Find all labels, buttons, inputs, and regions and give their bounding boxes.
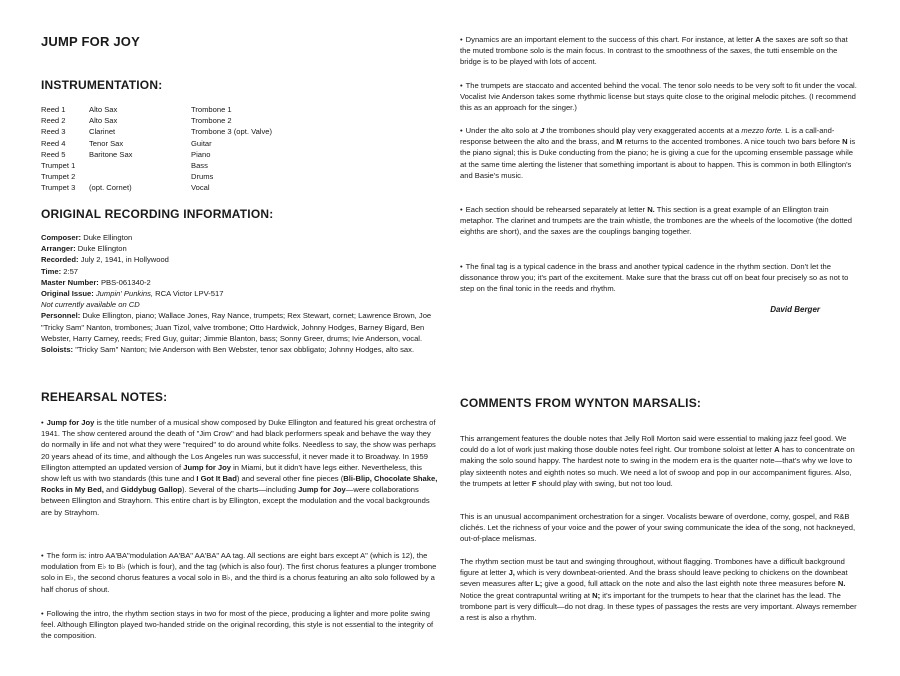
recording-info [41,232,441,355]
instrument-row [41,160,441,171]
instrument-row [41,171,441,182]
instrument-row [41,115,441,126]
paragraph-emphasis: L; [535,579,543,589]
note-text: returns to the accented trombones. A nice touch two bars before [624,137,840,147]
composer-value: Duke Ellington [83,233,133,242]
note-text: L is a call-and-response between the alto and the brass, and [460,126,835,147]
note-emphasis: N. [647,205,655,214]
note-text: —were collaborations between Ellington and Strayhorn. This entire chart is by Ellington, except the modulation and the vocal backgrounds are by Strayhorn. [41,485,430,517]
instrument-name: Trombone 2 [191,116,232,126]
instrument-part: Trumpet 3 [41,183,76,193]
instrument-part: Reed 3 [41,127,66,137]
instrument-name: Trombone 3 (opt. Valve) [191,127,273,137]
instrument-part: Trumpet 2 [41,172,76,182]
recorded-line [41,254,441,265]
rehearsal-note-6 [460,125,860,181]
instrument-name [89,171,191,182]
soloists-value: "Tricky Sam" Nanton; Ivie Anderson with Ben Webster, tenor sax obbligato; Johnny Hodges, alto sax. [75,345,415,355]
paragraph-text: which is very downbeat-oriented. And the brass should leave pecking to chickens on the downbeat seven measures after [460,568,848,589]
instrument-name: Trombone 1 [191,105,232,114]
paragraph-text: Notice the great contrapuntal writing at [460,590,591,600]
instrument-name: Alto Sax [89,116,118,126]
rehearsal-note-7 [460,204,860,238]
note-text: ) and several other fine pieces ( [236,474,344,484]
paragraph-emphasis: J, [508,568,515,578]
note-text: The form is: intro AA'BA"modulation AA'BA" AA'BA" AA tag. All sections are eight bars except A" (which is 12), the modulation from E♭ to B♭ (which is four), and the tag (which is also four). The first chorus features a plunger trombone solo in E♭, the second chorus features a vocal solo in B♭, and the third is a chorus featuring an alto solo followed by a half chorus of shout. [41,551,437,594]
instrumentation-table [41,104,441,194]
wynton-paragraph-2 [460,511,860,545]
page-title: JUMP FOR JOY [41,34,140,49]
instrument-name: Drums [191,172,214,182]
note-emphasis: Bli-Blip, Chocolate Shake, Rocks in My Bed, [41,474,438,495]
instrument-name: Bass [191,160,208,170]
soloists-label: Soloists: [41,345,74,355]
note-text: Each section should be rehearsed separately at letter [465,205,646,214]
instrument-row [41,149,441,160]
soloists-line [41,344,441,355]
paragraph-text: should play with swing, but not too loud. [538,478,673,488]
arranger-label: Arranger: [41,244,76,254]
paragraph-emphasis: A [774,445,780,455]
issue-label: Original Issue: [41,289,94,299]
instrument-name: (opt. Cornet) [89,183,132,193]
issue-line [41,288,441,299]
note-text: The final tag is a typical cadence in the brass and another typical cadence in the rhythm section. Don't let the dissonance throw you; it's part of the excitement. Make sure that the brass cut off on beat four precisely so as not to step on the final tonic in the reeds and rhythm. [460,262,849,294]
wynton-paragraph-3 [460,556,860,623]
note-text: Under the alto solo at [465,126,538,135]
wynton-heading: COMMENTS FROM WYNTON MARSALIS: [460,396,702,410]
paragraph-text: The rhythm section must be taut and swinging throughout, without flagging. Trombones have a difficult background figure at letter [460,557,845,578]
note-text: the saxes are soft so that the muted trombone solo is the main focus. In contrast to the smoothness of the saxes, the tutti ensemble on the bridge is to be played with lots of accent. [460,35,848,67]
note-text: The trumpets are staccato and accented behind the vocal. The tenor solo needs to be very soft to fit under the vocal. Vocalist Ivie Anderson takes some rhythmic license but stays quite close to the original melodic pitches. (I recommend this as an approach for the singer.) [460,81,857,113]
instrument-name: Baritone Sax [89,149,133,159]
composer-line [41,232,441,243]
recording-heading: ORIGINAL RECORDING INFORMATION: [41,207,274,221]
note-emphasis: A [755,35,761,44]
paragraph-emphasis: N. [837,579,846,589]
note-text: in Miami, but it didn't have legs either. Nevertheless, this show left us with two standards (this tune and [41,462,422,484]
note-emphasis: Jump for Joy [183,462,231,472]
note-text: the trombones should play very exaggerated accents at a [546,126,740,135]
instrument-name: Vocal [191,183,210,193]
instrument-part: Trumpet 1 [41,160,76,170]
instrument-name: Tenor Sax [89,138,124,148]
time-value: 2:57 [63,266,79,276]
signature: David Berger [770,305,820,314]
personnel-value: Duke Ellington, piano; Wallace Jones, Ray Nance, trumpets; Rex Stewart, cornet; Lawrence Brown, Joe "Tricky Sam" Nanton, trombones; Juan Tizol, valve trombone; Otto Hardwick, Johnny Hodges, Barney Bigard, Ben Webster, Harry Carney, reeds; Fred Guy, guitar; Jimmie Blanton, bass; Sonny Greer, drums; Ivie Anderson, vocal. [41,311,432,343]
rehearsal-heading: REHEARSAL NOTES: [41,390,168,404]
note-text: Following the intro, the rhythm section stays in two for most of the piece, producing a lighter and more polite swing feel. Although Ellington played two-handed stride on the original recording, this style is not essential to the integrity of the composition. [41,609,434,641]
instrument-name: Alto Sax [89,105,118,114]
instrument-name [89,160,191,171]
note-emphasis: mezzo forte. [741,126,784,135]
time-line [41,266,441,277]
note-emphasis: Giddybug Gallop [120,485,182,495]
master-label: Master Number: [41,277,99,287]
instrument-row [41,138,441,149]
rehearsal-note-2 [41,550,441,595]
note-emphasis: Jump for Joy [46,418,95,427]
instrument-row [41,126,441,137]
note-text: is the title number of a musical show composed by Duke Ellington and featured his great orchestra of 1941. The show centered around the death of "Jim Crow" and had black performers speak and behave the way they do normally in life and not what they were "required" to do around white folks. Needless to say, the show was perhaps 20 years ahead of its time, and although the Los Angeles run was successful, it never made it to Broadway. In 1959 Ellington attempted an updated version of [41,418,436,472]
paragraph-text: give a good, full attack on the note and also the last eighth note three measures before [544,579,836,589]
instrument-part: Reed 2 [41,116,66,126]
personnel-label: Personnel: [41,311,81,321]
issue-title: Jumpin' Punkins, [95,289,154,299]
recorded-value: July 2, 1941, in Hollywood [80,255,169,265]
instrumentation-heading: INSTRUMENTATION: [41,78,163,92]
issue-value: RCA Victor LPV-517 [155,289,224,299]
rehearsal-note-5 [460,80,860,114]
note-text: and [106,485,119,495]
arranger-value: Duke Ellington [77,244,127,254]
paragraph-text: This is an unusual accompaniment orchestration for a singer. Vocalists beware of overdone, corny, gospel, and R&B clichés. Let the richness of your voice and the power of your swing communicate the idea of the song, not hackneyed, out-of-place melismas. [460,512,856,544]
rehearsal-note-4 [460,34,860,68]
paragraph-text: has to concentrate on making the solo sound happy. The hardest note to swing in the modern era is the quarter note—that's why we love to play sixteenth notes and eighth notes so much. We need a lot of swoop and pop in our accompaniment figures. Also, the trumpets at letter [460,445,855,488]
instrument-name: Piano [191,149,211,159]
note-emphasis: J [539,126,545,135]
instrument-row [41,104,441,115]
instrument-part: Reed 5 [41,149,66,159]
note-text: Dynamics are an important element to the success of this chart. For instance, at letter [465,35,754,44]
instrument-name: Guitar [191,138,212,148]
arranger-line [41,243,441,254]
note-text: ). Several of the charts—including [181,485,296,495]
note-emphasis: N [842,137,848,147]
paragraph-emphasis: N; [592,590,601,600]
note-emphasis: I Got It Bad [196,474,237,484]
personnel-line [41,310,441,344]
recorded-label: Recorded: [41,255,79,265]
instrument-row [41,182,441,193]
note-emphasis: M [616,137,623,147]
instrument-name: Clarinet [89,127,116,137]
instrument-part: Reed 1 [41,105,66,114]
paragraph-text: This arrangement features the double notes that Jelly Roll Morton said were essential to making jazz feel good. We could do a lot of work just making those double notes feel right. Our trombone soloist at letter [460,434,847,455]
master-value: PBS-061340-2 [100,277,151,287]
instrument-part: Reed 4 [41,138,66,148]
time-label: Time: [41,266,62,276]
composer-label: Composer: [41,233,82,242]
wynton-paragraph-1 [460,433,860,489]
note-text: is the piano signal; this is Duke conducting from the piano; he is giving a cue for the upcoming ensemble passage while at the same time alerting the listener that something important is about to happen. This is common in both Ellington's and Basie's music. [460,137,856,180]
cd-note: Not currently available on CD [41,300,140,310]
master-line [41,277,441,288]
paragraph-text: it's important for the trumpets to hear that the clarinet has the lead. The trombone part is very difficult—do not drag. In these types of passages the rests are very important. Always remember a rest is also a rhythm. [460,590,857,623]
note-text: This section is a great example of an Ellington train metaphor. The clarinet and trumpets are the train whistle, the trombones are the wheels of the locomotive (the dotted eighths are short), and the saxes are the couplings banging together. [460,205,852,237]
rehearsal-note-1 [41,417,441,518]
rehearsal-note-8 [460,261,860,295]
paragraph-emphasis: F [531,478,537,488]
rehearsal-note-3 [41,608,441,642]
note-emphasis: Jump for Joy [298,485,346,495]
